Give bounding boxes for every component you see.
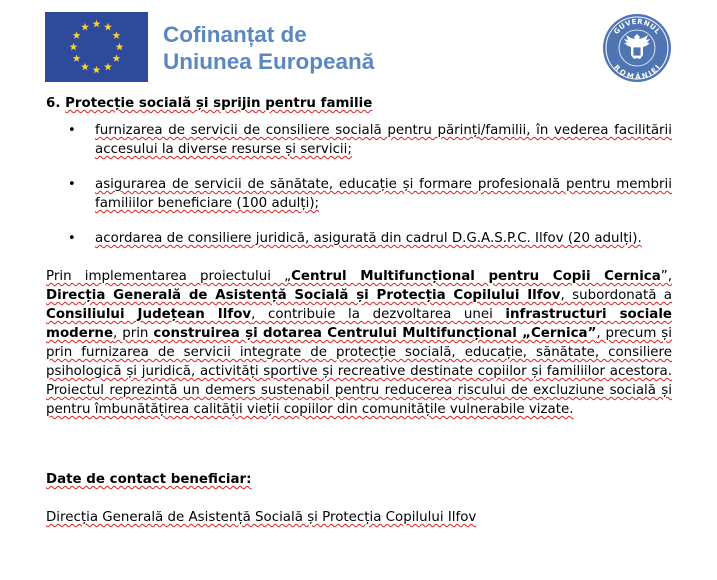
eu-star-icon (93, 66, 101, 74)
paragraph-text: , prin (113, 326, 154, 341)
list-item-text: furnizarea de servicii de consiliere socială pentru părinți/familii, în vederea facilitării accesului la diverse resurse și servicii; (95, 123, 672, 157)
paragraph-text: Prin implementarea proiectului „ (46, 269, 292, 284)
eu-star-icon (70, 43, 78, 51)
document-body (46, 94, 672, 527)
paragraph-text: , precum și prin furnizarea de servicii integrate de protecție socială, educație, sănătate, consiliere psihologică și juridică, activități sportive și recreative destinate copiilor și familiilor acestora. Proiectul reprezintă un demers sustenabil pentru reducerea riscului de excluziune socială și pentru îmbunătățirea calității vieții copiilor din comunitățile vulnerabile vizate. (46, 326, 672, 417)
cofinanced-line-1: Cofinanțat de (163, 22, 307, 47)
paragraph-text: ”, (660, 269, 672, 284)
cofinanced-label (163, 21, 374, 75)
cofinanced-line-2: Uniunea Europeană (163, 49, 375, 74)
eu-star-icon (93, 20, 101, 28)
eu-star-icon (104, 63, 112, 71)
eu-star-icon (81, 63, 89, 71)
government-seal-logo (602, 13, 672, 83)
paragraph-text: , subordonată a (560, 288, 672, 303)
eu-star-icon (112, 31, 120, 39)
list-item-text: asigurarea de servicii de sănătate, educație și formare profesională pentru membrii familiilor beneficiare (100 adulți); (95, 177, 672, 211)
bullet-icon: • (68, 231, 76, 246)
seal-bottom-text: ROMÂNIEI (612, 63, 663, 82)
eu-star-icon (116, 43, 124, 51)
paragraph-text: , contribuie la dezvoltarea unei (251, 307, 506, 322)
council-name: Consiliului Județean Ilfov (46, 307, 252, 322)
project-name: Centrul Multifuncțional pentru Copii Cernica (291, 269, 661, 284)
list-item (46, 121, 672, 159)
eu-star-icon (73, 31, 81, 39)
institution-name: Direcția Generală de Asistență Socială și Protecția Copilului Ilfov (46, 288, 561, 303)
eu-star-icon (81, 23, 89, 31)
eu-star-icon (104, 23, 112, 31)
section-title: Protecție socială și sprijin pentru familie (65, 96, 373, 111)
section-number: 6. (46, 96, 61, 111)
seal-top-text: GUVERNUL (612, 17, 662, 36)
contact-heading: Date de contact beneficiar: (46, 472, 252, 487)
eu-flag-logo (45, 12, 148, 82)
list-item (46, 229, 672, 248)
project-paragraph (46, 267, 672, 419)
contact-institution: Direcția Generală de Asistență Socială și Protecția Copilului Ilfov (46, 510, 477, 525)
bullet-icon: • (68, 123, 76, 138)
bullet-icon: • (68, 177, 76, 192)
section-heading (46, 94, 672, 113)
eu-star-icon (112, 54, 120, 62)
bullet-list (46, 121, 672, 248)
eu-star-icon (73, 54, 81, 62)
construction-phrase: construirea și dotarea Centrului Multifuncțional „Cernica” (153, 326, 597, 341)
infrastructure-phrase: infrastructuri sociale moderne (46, 307, 672, 341)
list-item (46, 175, 672, 213)
list-item-text: acordarea de consiliere juridică, asigurată din cadrul D.G.A.S.P.C. Ilfov (20 adulți). (95, 231, 642, 246)
